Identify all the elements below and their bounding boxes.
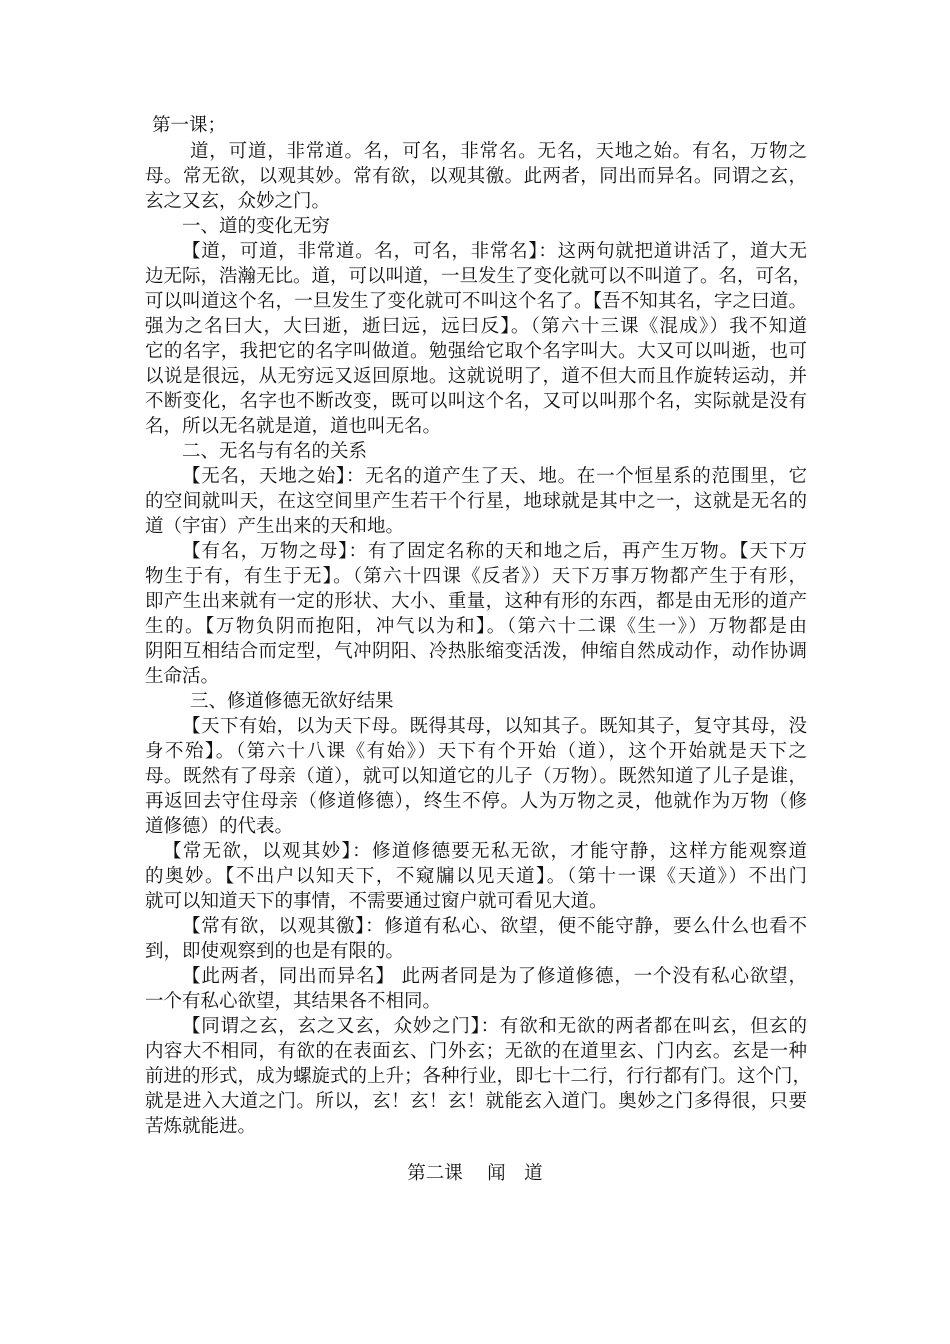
- paragraph-line: 就可以知道天下的事情，不需要通过窗户就可看见大道。: [145, 891, 608, 912]
- lesson-title: 第二课 闻 道: [407, 1163, 543, 1184]
- paragraph-line: 生命活。: [145, 666, 220, 687]
- paragraph-line: 物生于有，有生于无】。（第六十四课《反者》）天下万事万物都产生于有形，: [145, 566, 807, 587]
- section-heading: 二、无名与有名的关系: [182, 441, 368, 462]
- paragraph-line: 一个有私心欲望，其结果各不相同。: [145, 991, 442, 1012]
- paragraph-line: 以说是很远，从无穷远又返回原地。这就说明了，道不但大而且作旋转运动，并: [145, 366, 807, 387]
- paragraph-line: 内容大不相同，有欲的在表面玄、门外玄；无欲的在道里玄、门内玄。玄是一种: [145, 1041, 807, 1062]
- paragraph-line: 【常有欲，以观其徼】：修道有私心、欲望，便不能守静，要么什么也看不: [182, 916, 807, 937]
- lesson-title: 第一课；: [152, 115, 227, 136]
- paragraph-line: 【同谓之玄，玄之又玄，众妙之门】：有欲和无欲的两者都在叫玄，但玄的: [182, 1016, 807, 1037]
- paragraph-line: 强为之名曰大，大曰逝，逝曰远，远曰反】。（第六十三课《混成》）我不知道: [145, 316, 807, 337]
- paragraph-line: 【常无欲，以观其妙】：修道修德要无私无欲，才能守静，这样方能观察道: [163, 841, 807, 862]
- paragraph-line: 【此两者，同出而异名】 此两者同是为了修道修德，一个没有私心欲望，: [182, 966, 807, 987]
- paragraph-line: 生的。【万物负阴而抱阳，冲气以为和】。（第六十二课《生一》）万物都是由: [145, 616, 807, 637]
- paragraph-line: 玄之又玄，众妙之门。: [145, 191, 331, 212]
- paragraph-line: 苦炼就能进。: [145, 1116, 257, 1137]
- paragraph-line: 就是进入大道之门。所以，玄！玄！玄！就能玄入道门。奥妙之门多得很，只要: [145, 1091, 807, 1112]
- paragraph-line: 【有名，万物之母】：有了固定名称的天和地之后，再产生万物。【天下万: [182, 541, 807, 562]
- paragraph-line: 再返回去守住母亲（修道修德），终生不停。人为万物之灵，他就作为万物（修: [145, 791, 807, 812]
- paragraph-line: 它的名字，我把它的名字叫做道。勉强给它取个名字叫大。大又可以叫逝，也可: [145, 341, 807, 362]
- paragraph-line: 边无际，浩瀚无比。道，可以叫道，一旦发生了变化就可以不叫道了。名，可名，: [145, 266, 812, 287]
- paragraph-line: 前进的形式，成为螺旋式的上升；各种行业，即七十二行，行行都有门。这个门，: [145, 1066, 812, 1087]
- paragraph-line: 即产生出来就有一定的形状、大小、重量，这种有形的东西，都是由无形的道产: [145, 591, 807, 612]
- paragraph-line: 到，即使观察到的也是有限的。: [145, 941, 405, 962]
- paragraph-line: 阴阳互相结合而定型，气冲阴阳、冷热胀缩变活泼，伸缩自然成动作，动作协调: [145, 641, 807, 662]
- paragraph-line: 【天下有始，以为天下母。既得其母，以知其子。既知其子，复守其母，没: [182, 716, 807, 737]
- section-heading: 三、修道修德无欲好结果: [190, 691, 394, 712]
- paragraph-line: 【道，可道，非常道。名，可名，非常名】：这两句就把道讲活了，道大无: [182, 241, 807, 262]
- paragraph-line: 【无名，天地之始】：无名的道产生了天、地。在一个恒星系的范围里，它: [182, 466, 807, 487]
- paragraph-line: 母。常无欲，以观其妙。常有欲，以观其徼。此两者，同出而异名。同谓之玄，: [145, 166, 807, 187]
- paragraph-line: 道，可道，非常道。名，可名，非常名。无名，天地之始。有名，万物之: [190, 141, 807, 162]
- paragraph-line: 道（宇宙）产生出来的天和地。: [145, 516, 405, 537]
- paragraph-line: 的奥妙。【不出户以知天下，不窥牖以见天道】。（第十一课《天道》）不出门: [145, 866, 807, 887]
- paragraph-line: 不断变化，名字也不断改变，既可以叫这个名，又可以叫那个名，实际就是没有: [145, 391, 807, 412]
- paragraph-line: 的空间就叫天，在这空间里产生若干个行星，地球就是其中之一，这就是无名的: [145, 491, 807, 512]
- paragraph-line: 身不殆】。（第六十八课《有始》）天下有个开始（道），这个开始就是天下之: [145, 741, 807, 762]
- paragraph-line: 可以叫道这个名，一旦发生了变化就可不叫这个名了。【吾不知其名，字之曰道。: [145, 291, 807, 312]
- paragraph-line: 母。既然有了母亲（道），就可以知道它的儿子（万物）。既然知道了儿子是谁，: [145, 766, 807, 787]
- paragraph-line: 名，所以无名就是道，道也叫无名。: [145, 416, 442, 437]
- paragraph-line: 道修德）的代表。: [145, 816, 294, 837]
- section-heading: 一、道的变化无穷: [182, 216, 331, 237]
